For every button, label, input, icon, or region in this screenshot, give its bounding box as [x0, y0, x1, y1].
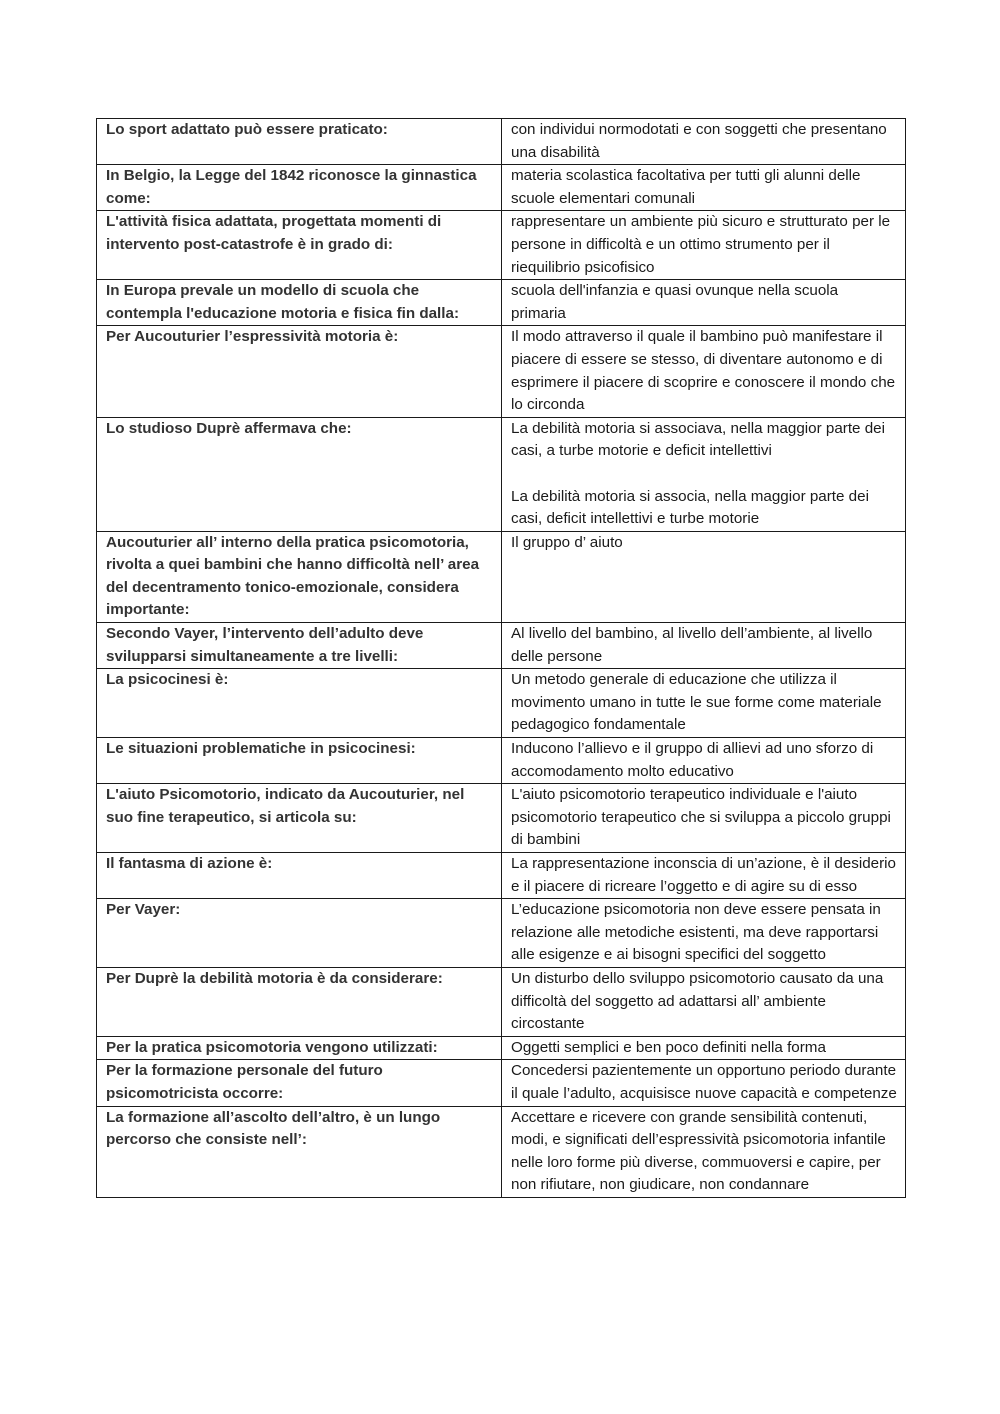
answer-cell [502, 899, 906, 968]
table-row [97, 165, 906, 211]
question-cell: Per Aucouturier l’espressività motoria è: [97, 326, 502, 417]
table-row [97, 531, 906, 622]
answer-cell [502, 417, 906, 531]
answer-text: La rappresentazione inconscia di un’azione, è il desiderio e il piacere di ricreare l’oggetto e di agire su di esso [511, 855, 896, 895]
table-row [97, 784, 906, 853]
answer-cell [502, 326, 906, 417]
answer-cell [502, 165, 906, 211]
table-row [97, 1036, 906, 1060]
table-row [97, 899, 906, 968]
question-cell: In Europa prevale un modello di scuola che contempla l'educazione motoria e fisica fin dalla: [97, 280, 502, 326]
answer-text: L’educazione psicomotoria non deve essere pensata in relazione alle metodiche esistenti, ma deve rapportarsi alle esigenze e ai bisogni specifici del soggetto [511, 901, 881, 964]
question-cell: La formazione all’ascolto dell’altro, è un lungo percorso che consiste nell’: [97, 1106, 502, 1197]
answer-cell [502, 1060, 906, 1106]
answer-cell [502, 1036, 906, 1060]
table-row [97, 853, 906, 899]
question-cell: Le situazioni problematiche in psicocinesi: [97, 738, 502, 784]
answer-text: Concedersi pazientemente un opportuno periodo durante il quale l’adulto, acquisisce nuove capacità e competenze [511, 1062, 897, 1102]
answer-text: Accettare e ricevere con grande sensibilità contenuti, modi, e significati dell’espressività psicomotoria infantile nelle loro forme più diverse, commuoversi e capire, per non rifiutare, non giudicare, non condannare [511, 1108, 886, 1194]
table-row [97, 326, 906, 417]
question-cell: Per Vayer: [97, 899, 502, 968]
question-cell: L'aiuto Psicomotorio, indicato da Aucouturier, nel suo fine terapeutico, si articola su: [97, 784, 502, 853]
answer-cell [502, 1106, 906, 1197]
answer-cell [502, 853, 906, 899]
table-row [97, 967, 906, 1036]
answer-text: Il modo attraverso il quale il bambino può manifestare il piacere di essere se stesso, di diventare autonomo e di esprimere il piacere di scoprire e conoscere il mondo che lo circonda [511, 328, 896, 414]
table-row [97, 417, 906, 531]
question-cell: La psicocinesi è: [97, 669, 502, 738]
answer-text: rappresentare un ambiente più sicuro e strutturato per le persone in difficoltà e un ottimo strumento per il riequilibrio psicofisico [511, 213, 891, 276]
answer-cell [502, 211, 906, 280]
answer-text: Un disturbo dello sviluppo psicomotorio causato da una difficoltà del soggetto ad adattarsi all’ ambiente circostante [511, 969, 884, 1033]
answer-text: Al livello del bambino, al livello dell’ambiente, al livello delle persone [511, 625, 873, 665]
question-answer-table [96, 118, 906, 1198]
answer-cell [502, 531, 906, 622]
answer-cell [502, 119, 906, 165]
answer-text: Inducono l’allievo e il gruppo di allievi ad uno sforzo di accomodamento molto educativo [511, 740, 874, 780]
answer-cell [502, 669, 906, 738]
answer-text: Oggetti semplici e ben poco definiti nella forma [511, 1038, 826, 1056]
question-cell: Lo studioso Duprè affermava che: [97, 417, 502, 531]
question-cell: Aucouturier all’ interno della pratica psicomotoria, rivolta a quei bambini che hanno difficoltà nell’ area del decentramento tonico-emozionale, considera importante: [97, 531, 502, 622]
table-row [97, 1060, 906, 1106]
answer-text: scuola dell'infanzia e quasi ovunque nella scuola primaria [511, 282, 839, 322]
table-row [97, 119, 906, 165]
answer-cell [502, 280, 906, 326]
table-row [97, 623, 906, 669]
answer-text: La debilità motoria si associava, nella maggior parte dei casi, a turbe motorie e deficit intellettivi [511, 419, 885, 460]
answer-text: L'aiuto psicomotorio terapeutico individuale e l'aiuto psicomotorio terapeutico che si sviluppa a piccolo gruppi di bambini [511, 786, 891, 849]
table-row [97, 211, 906, 280]
question-cell: Per la pratica psicomotoria vengono utilizzati: [97, 1036, 502, 1060]
answer-cell [502, 784, 906, 853]
question-cell: L'attività fisica adattata, progettata momenti di intervento post-catastrofe è in grado di: [97, 211, 502, 280]
answer-text: con individui normodotati e con soggetti che presentano una disabilità [511, 121, 887, 161]
table-row [97, 280, 906, 326]
question-cell: Secondo Vayer, l’intervento dell’adulto deve svilupparsi simultaneamente a tre livelli: [97, 623, 502, 669]
question-cell: Per la formazione personale del futuro psicomotricista occorre: [97, 1060, 502, 1106]
answer-cell [502, 967, 906, 1036]
answer-text: Un metodo generale di educazione che utilizza il movimento umano in tutte le sue forme come materiale pedagogico fondamentale [511, 671, 882, 734]
table-row [97, 669, 906, 738]
paragraph-gap [511, 463, 897, 486]
question-cell: Il fantasma di azione è: [97, 853, 502, 899]
question-cell: Lo sport adattato può essere praticato: [97, 119, 502, 165]
table-row [97, 1106, 906, 1197]
answer-text: Il gruppo d’ aiuto [511, 533, 623, 551]
table-row [97, 738, 906, 784]
answer-cell [502, 738, 906, 784]
answer-text: materia scolastica facoltativa per tutti gli alunni delle scuole elementari comunali [511, 167, 861, 207]
answer-text: La debilità motoria si associa, nella maggior parte dei casi, deficit intellettivi e turbe motorie [511, 487, 869, 528]
answer-cell [502, 623, 906, 669]
question-cell: Per Duprè la debilità motoria è da considerare: [97, 967, 502, 1036]
question-cell: In Belgio, la Legge del 1842 riconosce la ginnastica come: [97, 165, 502, 211]
